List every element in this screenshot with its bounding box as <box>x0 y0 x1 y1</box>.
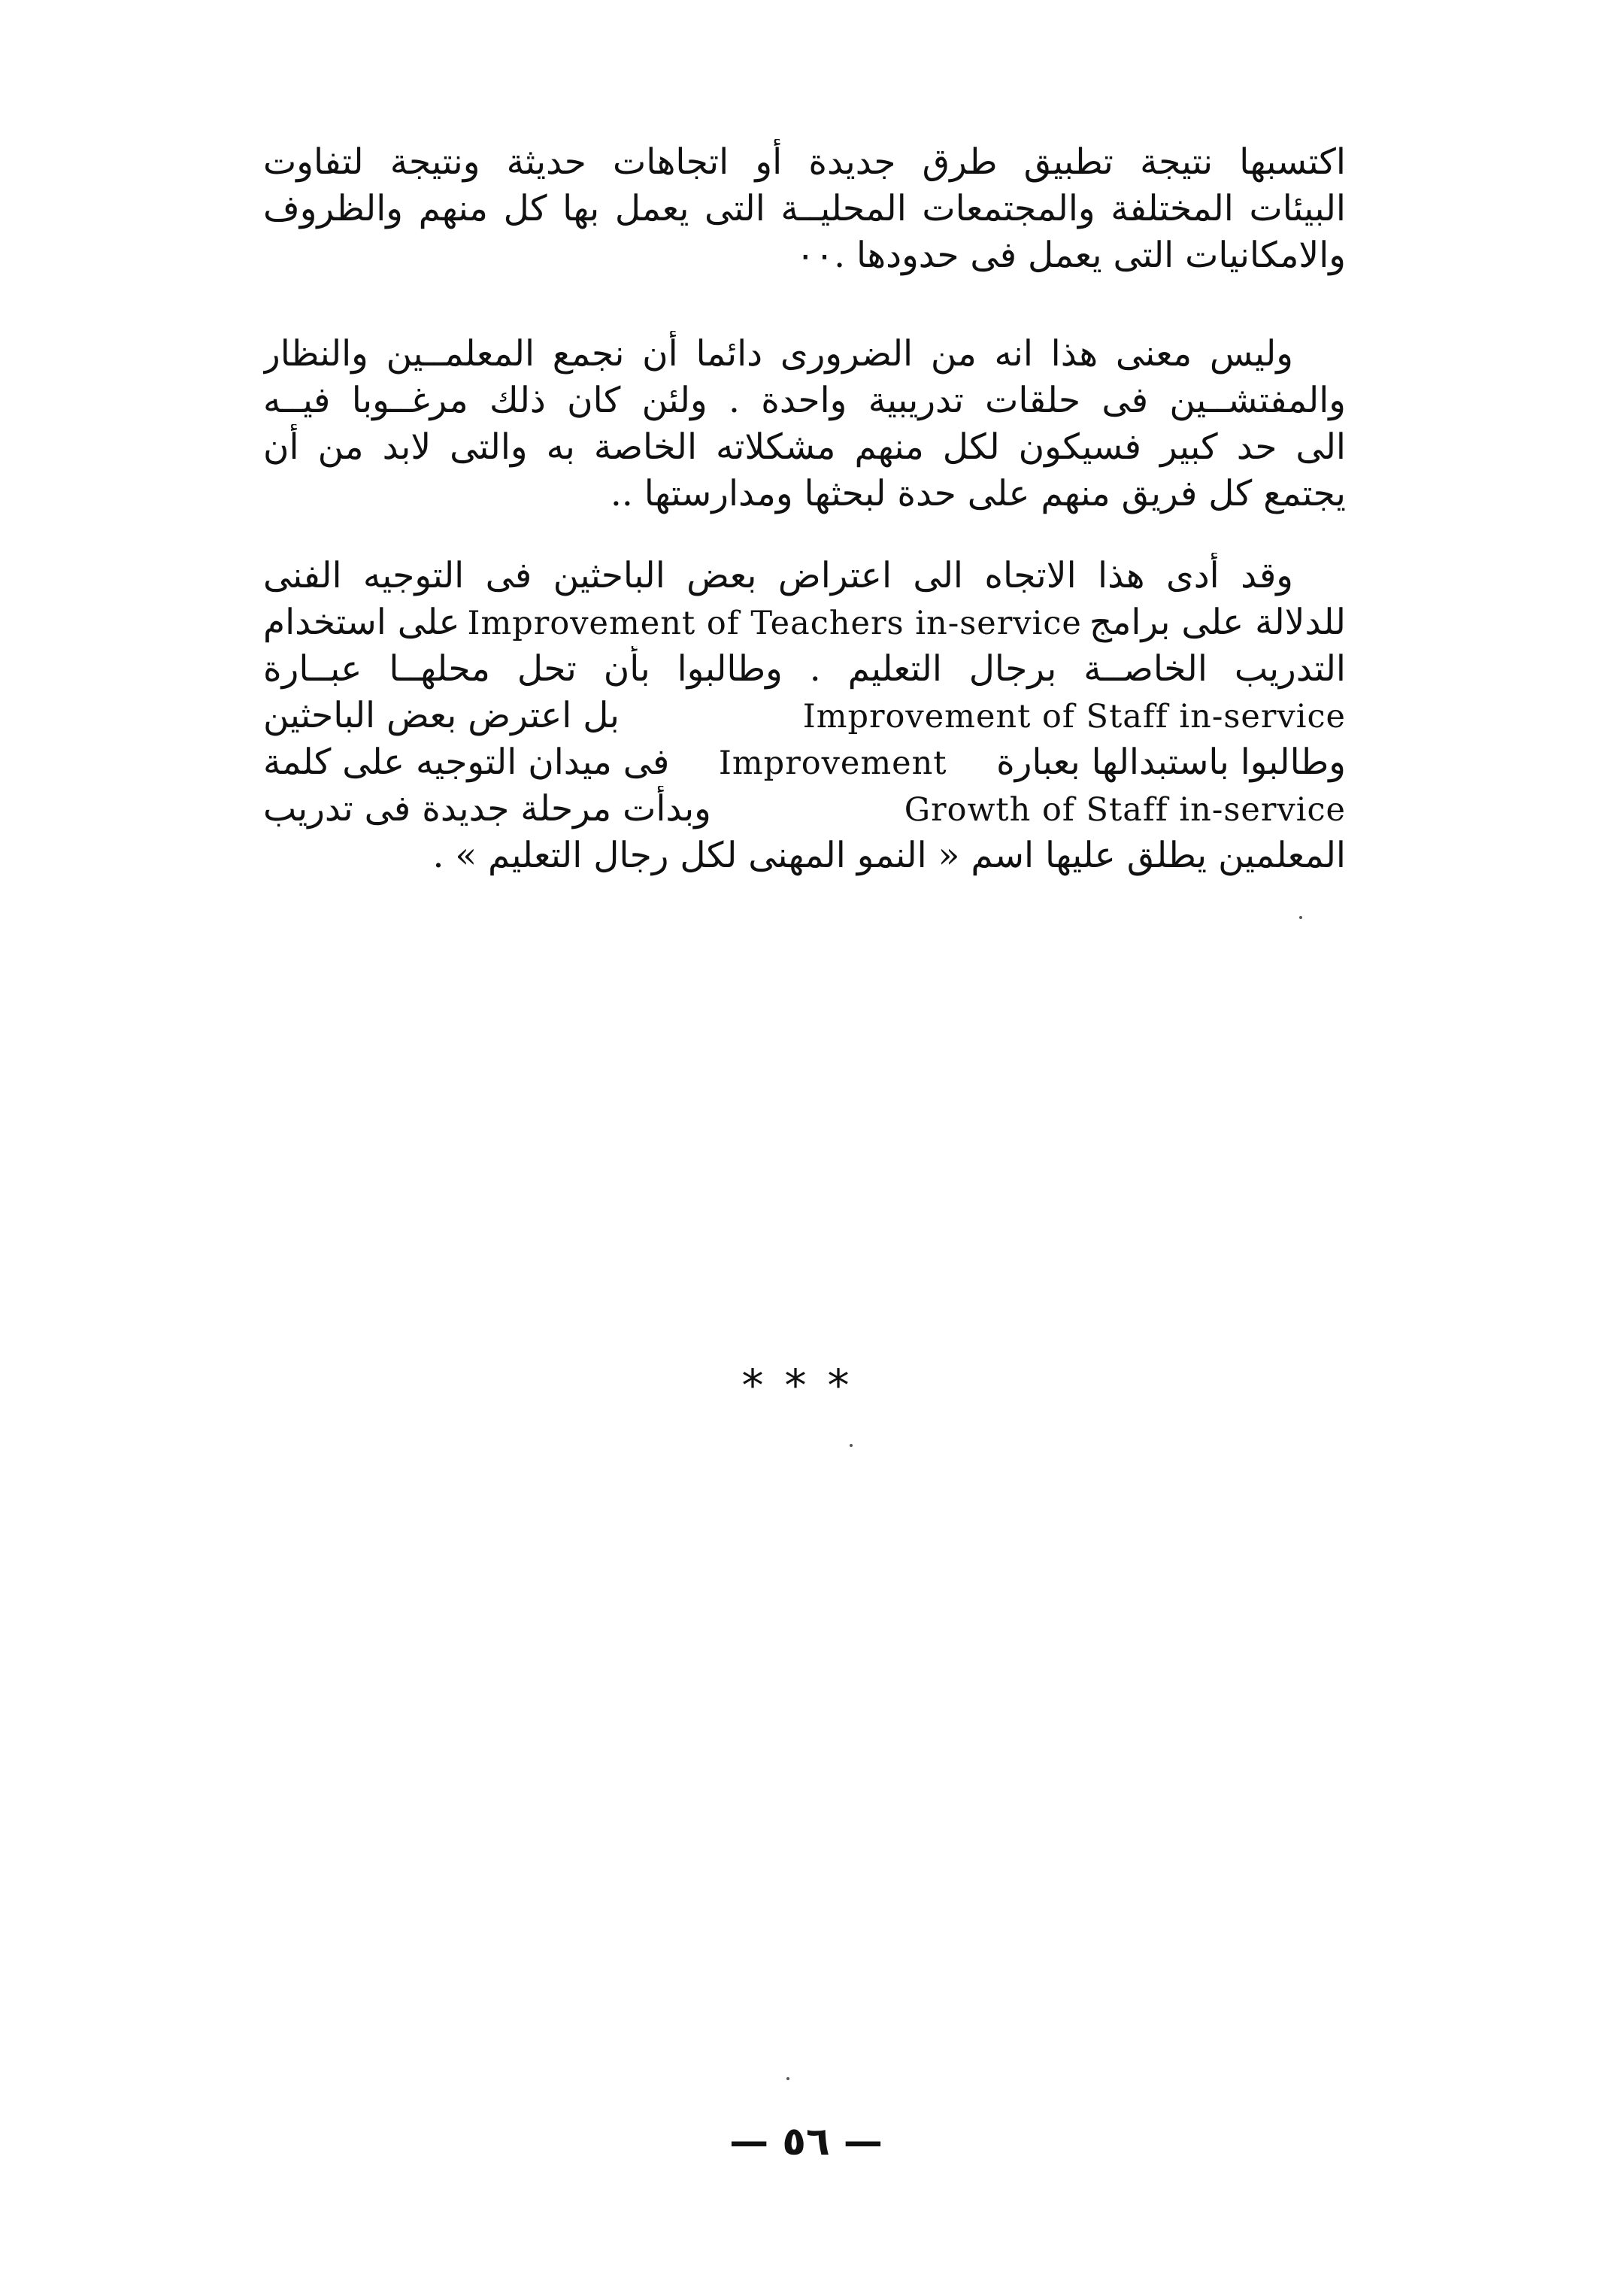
paragraph-3-line-2 <box>263 599 1346 646</box>
line-2-english-term: Improvement of Teachers in-service <box>467 605 1082 642</box>
paragraph-2-line-2: والمفتشــين فى حلقات تدريبية واحدة . ولئن كان ذلك مرغــوبا فيــه <box>263 380 1346 421</box>
line-2-arabic-right: على استخدام <box>263 602 460 643</box>
section-separator-stars: *** <box>741 1360 871 1411</box>
paragraph-1 <box>263 139 1346 279</box>
paragraph-3-line-7: المعلمين يطلق عليها اسم « النمو المهنى لكل رجال التعليم » . <box>432 835 1346 876</box>
line-5-english-term: Improvement <box>718 745 947 782</box>
paragraph-2 <box>263 331 1346 517</box>
line-4-arabic: بل اعترض بعض الباحثين <box>263 695 620 736</box>
paragraph-3 <box>263 553 1346 879</box>
paragraph-2-line-4: يجتمع كل فريق منهم على حدة لبحثها ومدارستها .. <box>610 473 1346 514</box>
line-6-english-term: Growth of Staff in-service <box>904 791 1346 829</box>
paragraph-2-line-1: وليس معنى هذا انه من الضرورى دائما أن نجمع المعلمــين والنظار <box>263 333 1293 375</box>
paragraph-3-line-5 <box>263 739 1346 786</box>
paragraph-3-line-4 <box>263 693 1346 739</box>
paragraph-2-line-3: الى حد كبير فسيكون لكل منهم مشكلاته الخاصة به والتى لابد من أن <box>263 426 1346 468</box>
scan-speck <box>850 1444 853 1447</box>
scan-speck <box>1299 916 1302 919</box>
line-5-arabic-left: وطالبوا باستبدالها بعبارة <box>996 742 1346 783</box>
line-6-arabic: وبدأت مرحلة جديدة فى تدريب <box>263 788 711 830</box>
line-5-arabic-right: فى ميدان التوجيه على كلمة <box>263 742 670 783</box>
paragraph-1-line-2: البيئات المختلفة والمجتمعات المحليــة التى يعمل بها كل منهم والظروف <box>263 188 1346 229</box>
line-4-english-term: Improvement of Staff in-service <box>802 698 1346 736</box>
page-number: — ٥٦ — <box>729 2119 883 2164</box>
scan-speck <box>786 2077 789 2080</box>
paragraph-1-line-3: والامكانيات التى يعمل فى حدودها .٠٠ <box>795 235 1346 276</box>
paragraph-3-line-3: التدريب الخاصــة برجال التعليم . وطالبوا بأن تحل محلهــا عبــارة <box>263 648 1346 690</box>
paragraph-3-line-6 <box>263 786 1346 833</box>
paragraph-1-line-1: اكتسبها نتيجة تطبيق طرق جديدة أو اتجاهات حديثة ونتيجة لتفاوت <box>263 141 1346 183</box>
paragraph-3-line-1: وقد أدى هذا الاتجاه الى اعتراض بعض الباحثين فى التوجيه الفنى <box>263 555 1293 596</box>
line-2-arabic-left: للدلالة على برامج <box>1089 602 1346 643</box>
